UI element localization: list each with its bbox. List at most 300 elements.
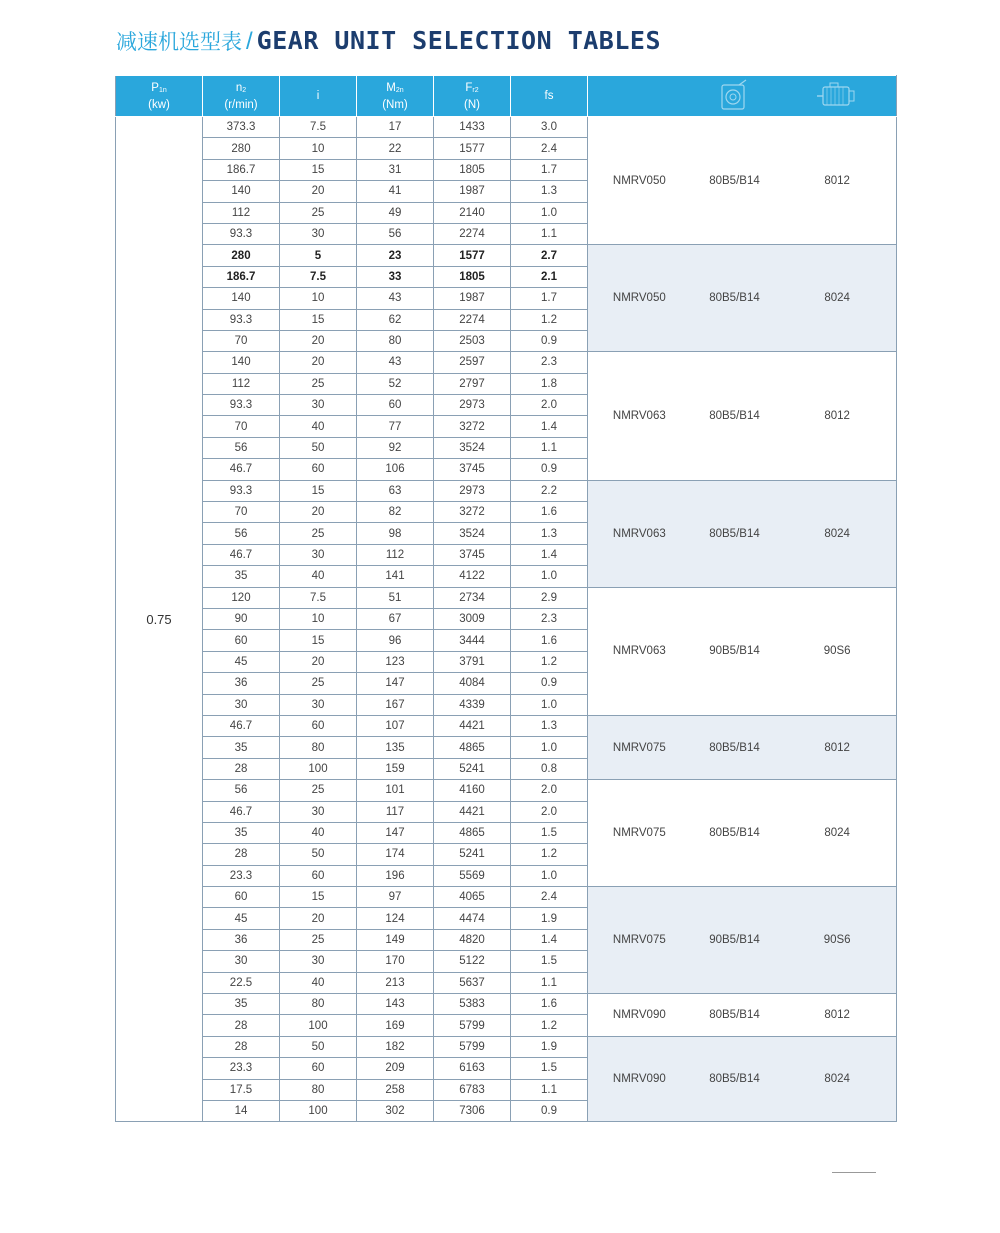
- ratio-cell: 50: [280, 844, 357, 865]
- radial-load-cell: 1577: [434, 138, 511, 159]
- ratio-cell: 50: [280, 437, 357, 458]
- radial-load-cell: 4865: [434, 737, 511, 758]
- flange-type: 80B5/B14: [709, 827, 760, 840]
- ratio-cell: 30: [280, 694, 357, 715]
- radial-load-cell: 3745: [434, 459, 511, 480]
- output-speed-cell: 93.3: [203, 223, 280, 244]
- model-name: NMRV090: [612, 1073, 666, 1086]
- title-slash: /: [246, 28, 253, 55]
- radial-load-cell: 1805: [434, 159, 511, 180]
- motor-type: 90S6: [823, 934, 851, 947]
- radial-load-cell: 4160: [434, 780, 511, 801]
- flange-type: 80B5/B14: [709, 1008, 760, 1021]
- output-speed-cell: 28: [203, 1036, 280, 1057]
- output-speed-cell: 35: [203, 737, 280, 758]
- output-speed-cell: 140: [203, 181, 280, 202]
- service-factor-cell: 1.6: [511, 630, 588, 651]
- output-speed-cell: 56: [203, 780, 280, 801]
- torque-cell: 174: [357, 844, 434, 865]
- ratio-cell: 30: [280, 801, 357, 822]
- table-row: [116, 480, 897, 501]
- table-row: [116, 715, 897, 736]
- service-factor-cell: 1.5: [511, 951, 588, 972]
- motor-type: 8012: [824, 1008, 850, 1021]
- header-ratio: i: [280, 76, 357, 117]
- radial-load-cell: 5122: [434, 951, 511, 972]
- ratio-cell: 10: [280, 288, 357, 309]
- power-cell: 0.75: [116, 117, 203, 1122]
- ratio-cell: 20: [280, 330, 357, 351]
- service-factor-cell: 1.9: [511, 1036, 588, 1057]
- ratio-cell: 30: [280, 544, 357, 565]
- service-factor-cell: 1.1: [511, 1079, 588, 1100]
- radial-load-cell: 2734: [434, 587, 511, 608]
- output-speed-cell: 36: [203, 673, 280, 694]
- motor-type: 8012: [824, 741, 850, 754]
- model-name: NMRV063: [612, 409, 666, 422]
- model-cell: [588, 245, 897, 352]
- header-radial-load: $F_{r2}$ (N): [434, 76, 511, 117]
- output-speed-cell: 93.3: [203, 480, 280, 501]
- service-factor-cell: 0.9: [511, 1100, 588, 1121]
- ratio-cell: 80: [280, 737, 357, 758]
- service-factor-cell: 1.2: [511, 309, 588, 330]
- output-speed-cell: 46.7: [203, 544, 280, 565]
- motor-type: 8024: [824, 527, 850, 540]
- radial-load-cell: 5241: [434, 844, 511, 865]
- flange-type: 80B5/B14: [709, 174, 760, 187]
- model-cell: [588, 480, 897, 587]
- output-speed-cell: 28: [203, 758, 280, 779]
- header-output-speed: $n_2$ (r/min): [203, 76, 280, 117]
- torque-cell: 56: [357, 223, 434, 244]
- service-factor-cell: 1.0: [511, 694, 588, 715]
- torque-cell: 80: [357, 330, 434, 351]
- radial-load-cell: 2973: [434, 395, 511, 416]
- torque-cell: 49: [357, 202, 434, 223]
- radial-load-cell: 5799: [434, 1015, 511, 1036]
- radial-load-cell: 4421: [434, 801, 511, 822]
- radial-load-cell: 1433: [434, 117, 511, 138]
- torque-cell: 101: [357, 780, 434, 801]
- ratio-cell: 25: [280, 929, 357, 950]
- model-cell: [588, 994, 897, 1037]
- model-cell: [588, 715, 897, 779]
- ratio-cell: 25: [280, 523, 357, 544]
- output-speed-cell: 35: [203, 566, 280, 587]
- model-name: NMRV063: [612, 527, 666, 540]
- service-factor-cell: 2.2: [511, 480, 588, 501]
- ratio-cell: 60: [280, 1058, 357, 1079]
- torque-cell: 167: [357, 694, 434, 715]
- radial-load-cell: 7306: [434, 1100, 511, 1121]
- radial-load-cell: 5241: [434, 758, 511, 779]
- ratio-cell: 100: [280, 1100, 357, 1121]
- ratio-cell: 10: [280, 138, 357, 159]
- selection-table: [115, 75, 897, 1122]
- service-factor-cell: 1.1: [511, 437, 588, 458]
- output-speed-cell: 28: [203, 1015, 280, 1036]
- radial-load-cell: 5569: [434, 865, 511, 886]
- motor-type: 90S6: [823, 645, 851, 658]
- service-factor-cell: 2.3: [511, 608, 588, 629]
- motor-icon: [815, 81, 859, 111]
- motor-type: 8012: [824, 174, 850, 187]
- ratio-cell: 40: [280, 416, 357, 437]
- page-title: [116, 26, 661, 58]
- output-speed-cell: 23.3: [203, 1058, 280, 1079]
- radial-load-cell: 2274: [434, 309, 511, 330]
- ratio-cell: 7.5: [280, 266, 357, 287]
- radial-load-cell: 4122: [434, 566, 511, 587]
- service-factor-cell: 1.3: [511, 523, 588, 544]
- service-factor-cell: 2.7: [511, 245, 588, 266]
- torque-cell: 159: [357, 758, 434, 779]
- ratio-cell: 25: [280, 373, 357, 394]
- radial-load-cell: 2797: [434, 373, 511, 394]
- service-factor-cell: 3.0: [511, 117, 588, 138]
- torque-cell: 17: [357, 117, 434, 138]
- service-factor-cell: 1.0: [511, 737, 588, 758]
- output-speed-cell: 60: [203, 630, 280, 651]
- service-factor-cell: 1.7: [511, 159, 588, 180]
- model-name: NMRV063: [612, 645, 666, 658]
- footer-divider: [832, 1172, 876, 1173]
- header-torque: $M_{2n}$ (Nm): [357, 76, 434, 117]
- output-speed-cell: 36: [203, 929, 280, 950]
- radial-load-cell: 3524: [434, 437, 511, 458]
- ratio-cell: 40: [280, 972, 357, 993]
- output-speed-cell: 93.3: [203, 395, 280, 416]
- radial-load-cell: 4065: [434, 887, 511, 908]
- radial-load-cell: 5383: [434, 994, 511, 1015]
- radial-load-cell: 4084: [434, 673, 511, 694]
- torque-cell: 213: [357, 972, 434, 993]
- ratio-cell: 25: [280, 673, 357, 694]
- torque-cell: 77: [357, 416, 434, 437]
- ratio-cell: 25: [280, 202, 357, 223]
- torque-cell: 60: [357, 395, 434, 416]
- output-speed-cell: 30: [203, 694, 280, 715]
- table-row: [116, 1036, 897, 1057]
- header-service-factor: fs: [511, 76, 588, 117]
- service-factor-cell: 1.6: [511, 994, 588, 1015]
- torque-cell: 123: [357, 651, 434, 672]
- torque-cell: 67: [357, 608, 434, 629]
- service-factor-cell: 1.7: [511, 288, 588, 309]
- service-factor-cell: 2.1: [511, 266, 588, 287]
- radial-load-cell: 4865: [434, 822, 511, 843]
- ratio-cell: 40: [280, 566, 357, 587]
- model-cell: [588, 117, 897, 245]
- radial-load-cell: 4421: [434, 715, 511, 736]
- output-speed-cell: 70: [203, 502, 280, 523]
- header-row: [116, 76, 897, 117]
- service-factor-cell: 2.0: [511, 395, 588, 416]
- output-speed-cell: 140: [203, 352, 280, 373]
- radial-load-cell: 3444: [434, 630, 511, 651]
- ratio-cell: 30: [280, 395, 357, 416]
- torque-cell: 107: [357, 715, 434, 736]
- torque-cell: 196: [357, 865, 434, 886]
- radial-load-cell: 4820: [434, 929, 511, 950]
- torque-cell: 92: [357, 437, 434, 458]
- ratio-cell: 60: [280, 459, 357, 480]
- service-factor-cell: 0.9: [511, 459, 588, 480]
- output-speed-cell: 45: [203, 651, 280, 672]
- worm-gearbox-icon: [719, 79, 749, 113]
- service-factor-cell: 1.4: [511, 929, 588, 950]
- table-row: [116, 780, 897, 801]
- torque-cell: 147: [357, 673, 434, 694]
- torque-cell: 106: [357, 459, 434, 480]
- ratio-cell: 30: [280, 951, 357, 972]
- torque-cell: 143: [357, 994, 434, 1015]
- flange-type: 90B5/B14: [709, 645, 760, 658]
- output-speed-cell: 35: [203, 822, 280, 843]
- model-name: NMRV075: [612, 934, 666, 947]
- output-speed-cell: 373.3: [203, 117, 280, 138]
- torque-cell: 22: [357, 138, 434, 159]
- motor-type: 8024: [824, 292, 850, 305]
- radial-load-cell: 2973: [434, 480, 511, 501]
- table-row: [116, 117, 897, 138]
- ratio-cell: 7.5: [280, 117, 357, 138]
- ratio-cell: 15: [280, 480, 357, 501]
- output-speed-cell: 120: [203, 587, 280, 608]
- ratio-cell: 60: [280, 715, 357, 736]
- torque-cell: 63: [357, 480, 434, 501]
- service-factor-cell: 1.5: [511, 822, 588, 843]
- torque-cell: 112: [357, 544, 434, 565]
- output-speed-cell: 56: [203, 523, 280, 544]
- output-speed-cell: 112: [203, 373, 280, 394]
- output-speed-cell: 280: [203, 245, 280, 266]
- service-factor-cell: 1.2: [511, 1015, 588, 1036]
- radial-load-cell: 3272: [434, 502, 511, 523]
- output-speed-cell: 14: [203, 1100, 280, 1121]
- header-model-icons: [588, 76, 897, 117]
- ratio-cell: 80: [280, 1079, 357, 1100]
- output-speed-cell: 46.7: [203, 459, 280, 480]
- service-factor-cell: 2.4: [511, 138, 588, 159]
- torque-cell: 43: [357, 288, 434, 309]
- table-row: [116, 245, 897, 266]
- ratio-cell: 40: [280, 822, 357, 843]
- torque-cell: 258: [357, 1079, 434, 1100]
- torque-cell: 41: [357, 181, 434, 202]
- torque-cell: 97: [357, 887, 434, 908]
- output-speed-cell: 280: [203, 138, 280, 159]
- radial-load-cell: 2597: [434, 352, 511, 373]
- torque-cell: 149: [357, 929, 434, 950]
- service-factor-cell: 1.2: [511, 844, 588, 865]
- ratio-cell: 20: [280, 181, 357, 202]
- radial-load-cell: 2274: [434, 223, 511, 244]
- radial-load-cell: 3009: [434, 608, 511, 629]
- service-factor-cell: 1.9: [511, 908, 588, 929]
- service-factor-cell: 1.3: [511, 715, 588, 736]
- ratio-cell: 20: [280, 908, 357, 929]
- service-factor-cell: 0.9: [511, 673, 588, 694]
- service-factor-cell: 2.3: [511, 352, 588, 373]
- service-factor-cell: 1.0: [511, 566, 588, 587]
- ratio-cell: 20: [280, 502, 357, 523]
- ratio-cell: 15: [280, 630, 357, 651]
- flange-type: 80B5/B14: [709, 741, 760, 754]
- radial-load-cell: 6783: [434, 1079, 511, 1100]
- flange-type: 80B5/B14: [709, 527, 760, 540]
- torque-cell: 62: [357, 309, 434, 330]
- service-factor-cell: 1.0: [511, 202, 588, 223]
- torque-cell: 169: [357, 1015, 434, 1036]
- radial-load-cell: 4474: [434, 908, 511, 929]
- output-speed-cell: 90: [203, 608, 280, 629]
- radial-load-cell: 5799: [434, 1036, 511, 1057]
- radial-load-cell: 3791: [434, 651, 511, 672]
- torque-cell: 98: [357, 523, 434, 544]
- service-factor-cell: 0.9: [511, 330, 588, 351]
- model-name: NMRV050: [612, 174, 666, 187]
- flange-type: 80B5/B14: [709, 1073, 760, 1086]
- model-cell: [588, 352, 897, 480]
- torque-cell: 147: [357, 822, 434, 843]
- radial-load-cell: 1577: [434, 245, 511, 266]
- output-speed-cell: 70: [203, 330, 280, 351]
- torque-cell: 23: [357, 245, 434, 266]
- torque-cell: 51: [357, 587, 434, 608]
- motor-type: 8024: [824, 1073, 850, 1086]
- radial-load-cell: 3524: [434, 523, 511, 544]
- radial-load-cell: 1805: [434, 266, 511, 287]
- table-row: [116, 887, 897, 908]
- title-english: GEAR UNIT SELECTION TABLES: [256, 26, 662, 55]
- service-factor-cell: 2.0: [511, 780, 588, 801]
- service-factor-cell: 1.4: [511, 544, 588, 565]
- radial-load-cell: 1987: [434, 288, 511, 309]
- output-speed-cell: 56: [203, 437, 280, 458]
- service-factor-cell: 1.5: [511, 1058, 588, 1079]
- output-speed-cell: 22.5: [203, 972, 280, 993]
- model-cell: [588, 780, 897, 887]
- table-body: [116, 117, 897, 1122]
- torque-cell: 141: [357, 566, 434, 587]
- ratio-cell: 15: [280, 159, 357, 180]
- output-speed-cell: 23.3: [203, 865, 280, 886]
- title-chinese: 减速机选型表: [116, 30, 242, 54]
- output-speed-cell: 46.7: [203, 801, 280, 822]
- output-speed-cell: 45: [203, 908, 280, 929]
- output-speed-cell: 60: [203, 887, 280, 908]
- table-row: [116, 352, 897, 373]
- ratio-cell: 20: [280, 352, 357, 373]
- ratio-cell: 15: [280, 887, 357, 908]
- service-factor-cell: 0.8: [511, 758, 588, 779]
- table-row: [116, 994, 897, 1015]
- service-factor-cell: 1.1: [511, 972, 588, 993]
- torque-cell: 209: [357, 1058, 434, 1079]
- radial-load-cell: 2503: [434, 330, 511, 351]
- model-name: NMRV050: [612, 292, 666, 305]
- model-cell: [588, 1036, 897, 1122]
- service-factor-cell: 1.3: [511, 181, 588, 202]
- torque-cell: 170: [357, 951, 434, 972]
- torque-cell: 31: [357, 159, 434, 180]
- torque-cell: 82: [357, 502, 434, 523]
- ratio-cell: 60: [280, 865, 357, 886]
- radial-load-cell: 5637: [434, 972, 511, 993]
- service-factor-cell: 1.4: [511, 416, 588, 437]
- output-speed-cell: 70: [203, 416, 280, 437]
- torque-cell: 33: [357, 266, 434, 287]
- output-speed-cell: 30: [203, 951, 280, 972]
- radial-load-cell: 3272: [434, 416, 511, 437]
- torque-cell: 135: [357, 737, 434, 758]
- output-speed-cell: 140: [203, 288, 280, 309]
- torque-cell: 43: [357, 352, 434, 373]
- torque-cell: 302: [357, 1100, 434, 1121]
- ratio-cell: 15: [280, 309, 357, 330]
- ratio-cell: 100: [280, 1015, 357, 1036]
- torque-cell: 96: [357, 630, 434, 651]
- model-cell: [588, 587, 897, 715]
- model-cell: [588, 887, 897, 994]
- service-factor-cell: 1.0: [511, 865, 588, 886]
- output-speed-cell: 35: [203, 994, 280, 1015]
- model-name: NMRV090: [612, 1008, 666, 1021]
- ratio-cell: 25: [280, 780, 357, 801]
- ratio-cell: 7.5: [280, 587, 357, 608]
- model-name: NMRV075: [612, 741, 666, 754]
- output-speed-cell: 28: [203, 844, 280, 865]
- output-speed-cell: 186.7: [203, 159, 280, 180]
- service-factor-cell: 1.1: [511, 223, 588, 244]
- ratio-cell: 20: [280, 651, 357, 672]
- ratio-cell: 30: [280, 223, 357, 244]
- flange-type: 80B5/B14: [709, 292, 760, 305]
- ratio-cell: 5: [280, 245, 357, 266]
- torque-cell: 52: [357, 373, 434, 394]
- service-factor-cell: 1.2: [511, 651, 588, 672]
- service-factor-cell: 1.6: [511, 502, 588, 523]
- motor-type: 8012: [824, 409, 850, 422]
- torque-cell: 124: [357, 908, 434, 929]
- output-speed-cell: 93.3: [203, 309, 280, 330]
- output-speed-cell: 112: [203, 202, 280, 223]
- table-row: [116, 587, 897, 608]
- model-name: NMRV075: [612, 827, 666, 840]
- header-power: $P_{1n}$ (kw): [116, 76, 203, 117]
- radial-load-cell: 4339: [434, 694, 511, 715]
- ratio-cell: 100: [280, 758, 357, 779]
- service-factor-cell: 2.9: [511, 587, 588, 608]
- torque-cell: 117: [357, 801, 434, 822]
- radial-load-cell: 1987: [434, 181, 511, 202]
- radial-load-cell: 2140: [434, 202, 511, 223]
- service-factor-cell: 1.8: [511, 373, 588, 394]
- ratio-cell: 50: [280, 1036, 357, 1057]
- torque-cell: 182: [357, 1036, 434, 1057]
- flange-type: 90B5/B14: [709, 934, 760, 947]
- ratio-cell: 80: [280, 994, 357, 1015]
- output-speed-cell: 17.5: [203, 1079, 280, 1100]
- radial-load-cell: 6163: [434, 1058, 511, 1079]
- output-speed-cell: 46.7: [203, 715, 280, 736]
- service-factor-cell: 2.4: [511, 887, 588, 908]
- flange-type: 80B5/B14: [709, 409, 760, 422]
- radial-load-cell: 3745: [434, 544, 511, 565]
- ratio-cell: 10: [280, 608, 357, 629]
